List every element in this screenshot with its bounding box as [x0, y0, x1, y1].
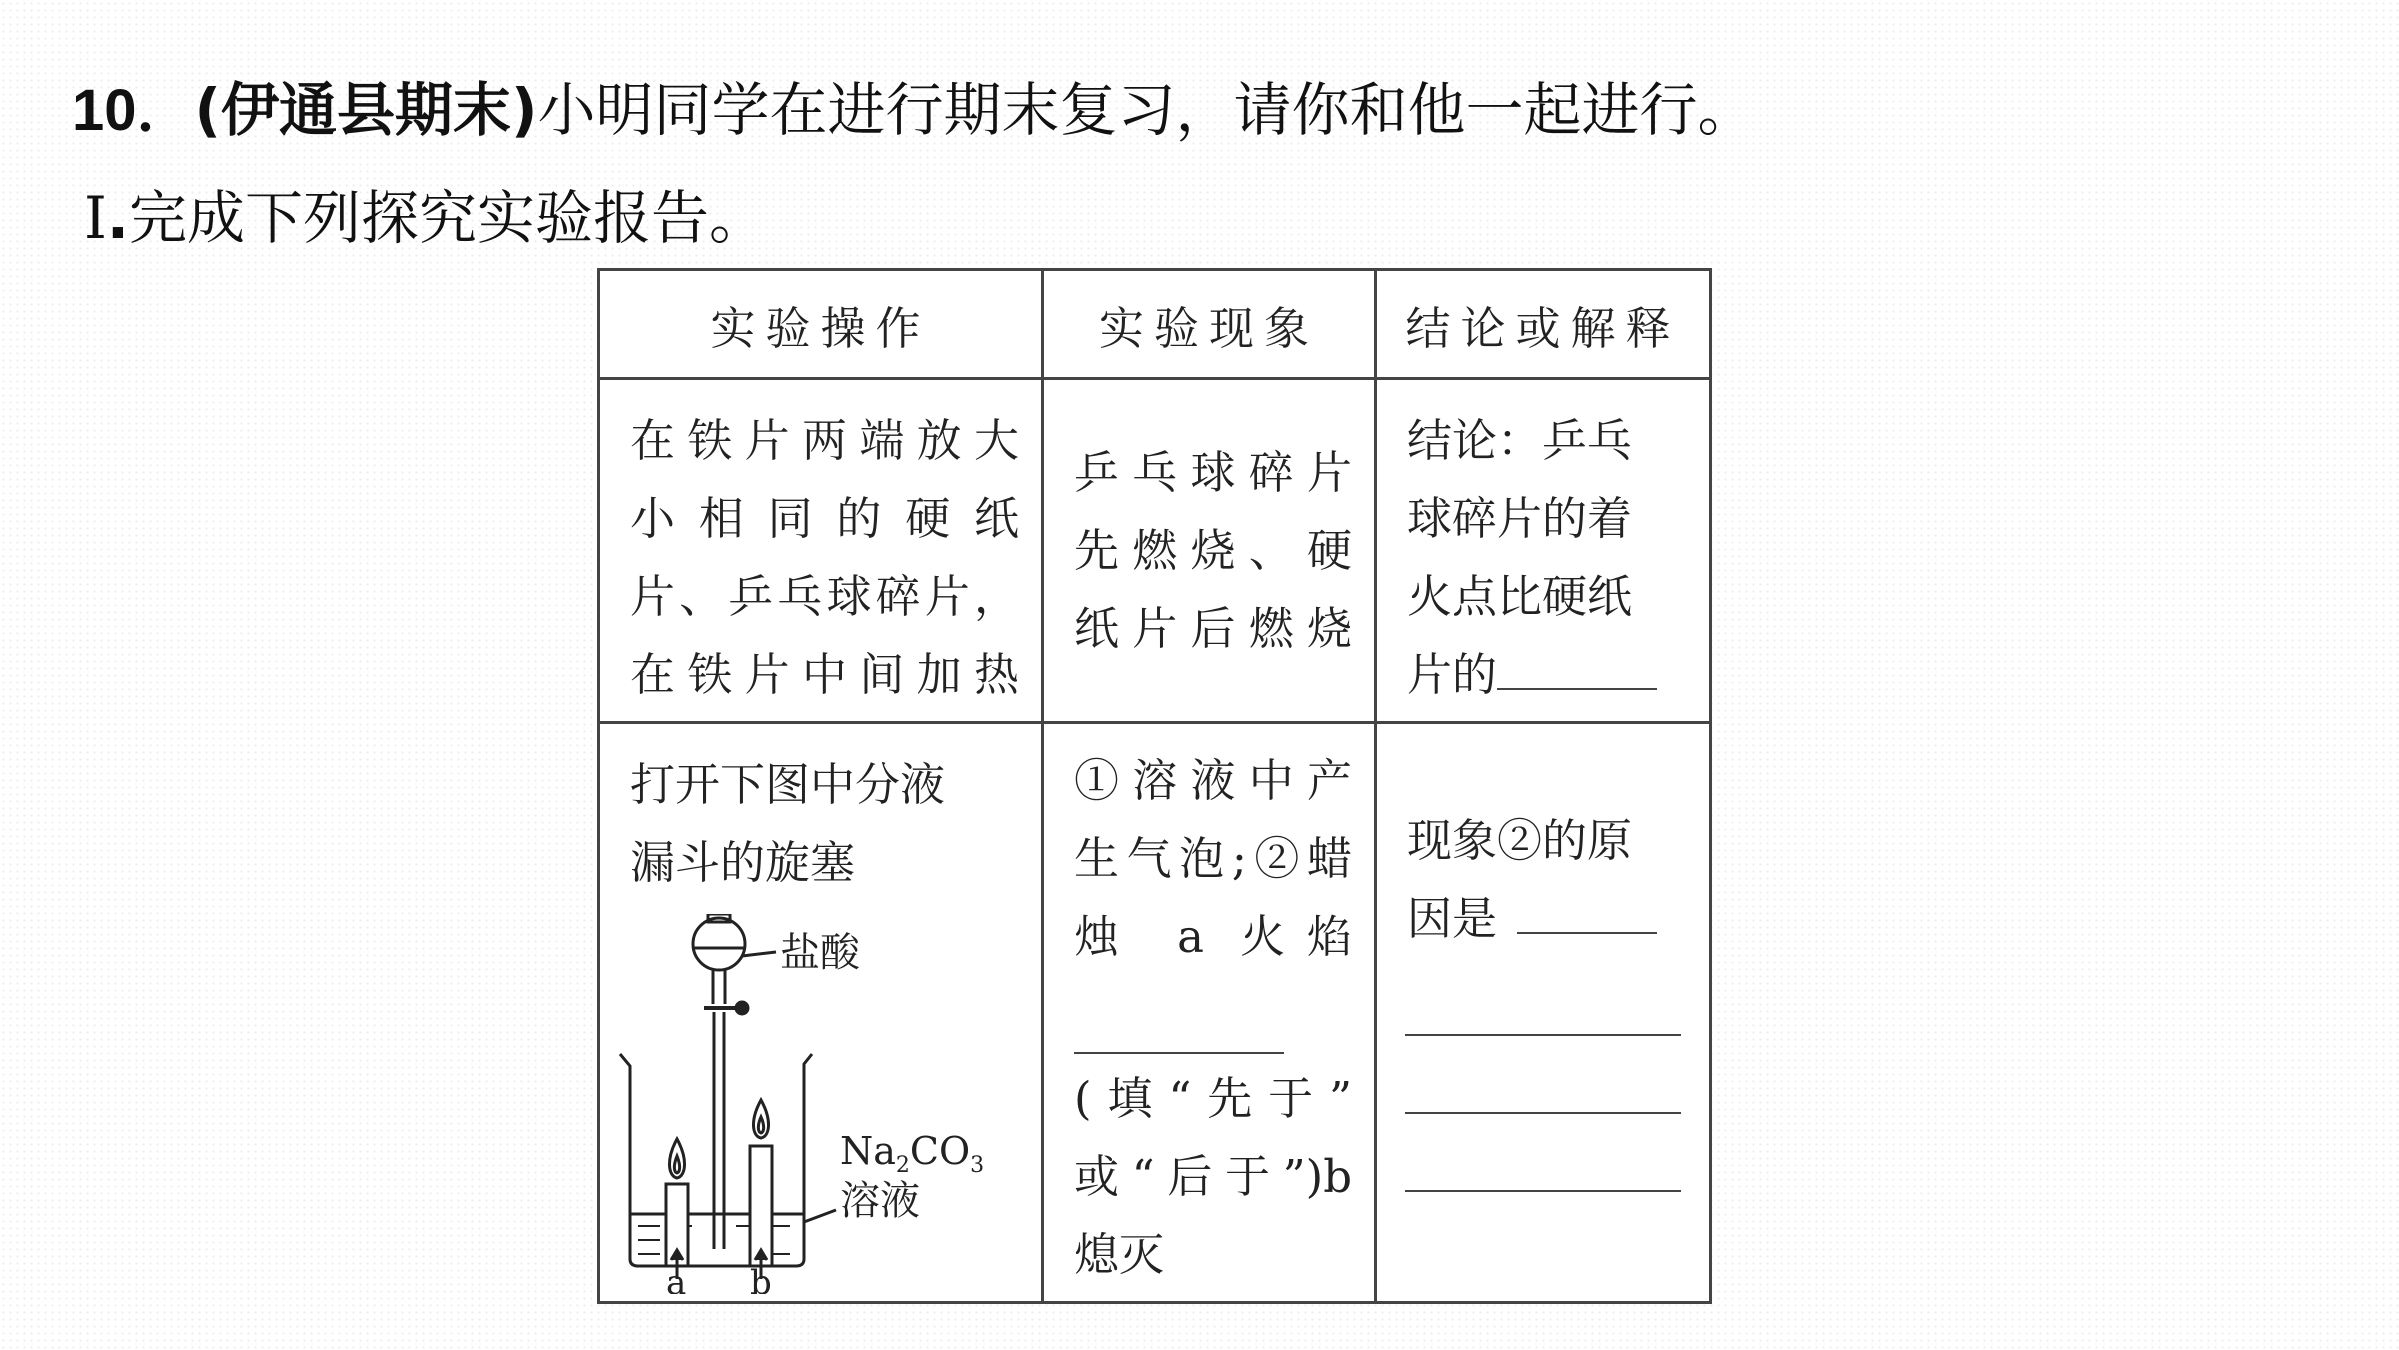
label-hydrochloric-acid: 盐酸: [780, 930, 860, 976]
part-dot: .: [106, 184, 129, 252]
apparatus-diagram: [600, 914, 1020, 1294]
row1-operation-line: 在铁片两端放大: [630, 414, 1019, 467]
row2-phenomenon-line: 熄灭: [1074, 1228, 1165, 1281]
row2-operation-cell: [599, 723, 1043, 1303]
label-sodium-carbonate: $Na_2CO_3$: [840, 1129, 985, 1178]
row1-conclusion-line: 球碎片的着: [1407, 492, 1633, 545]
part-numeral: Ⅰ: [84, 184, 107, 252]
answer-blank[interactable]: [1517, 932, 1657, 934]
row2-phenomenon-line: 生气泡;②蜡: [1074, 832, 1352, 885]
row2-phenomenon-cell: [1043, 723, 1376, 1303]
question-number: 10．: [72, 78, 195, 143]
answer-blank[interactable]: [1405, 1114, 1681, 1192]
answer-blank[interactable]: [1405, 958, 1681, 1036]
row1-operation-line: 小相同的硬纸: [630, 492, 1019, 545]
question-source: (伊通县期末): [194, 76, 538, 144]
answer-blank[interactable]: [1497, 688, 1657, 690]
row1-conclusion-line: 片的: [1407, 648, 1498, 701]
label-solution: 溶液: [840, 1178, 920, 1224]
header-row: [599, 270, 1711, 379]
header-phenomenon: 实验现象: [1043, 270, 1376, 379]
row-gas-experiment: [599, 723, 1711, 1303]
question-line: [72, 70, 1756, 151]
row2-phenomenon-line: ①溶液中产: [1074, 754, 1352, 807]
label-candle-b: b: [750, 1263, 772, 1294]
row2-phenomenon-line: 或“后于”)b: [1074, 1150, 1352, 1203]
row1-conclusion-line: 结论：乒乓: [1407, 414, 1633, 467]
answer-blank[interactable]: [1405, 1036, 1681, 1114]
row1-phenomenon-line: 先燃烧、硬: [1074, 523, 1352, 577]
header-operation: 实验操作: [599, 270, 1043, 379]
header-conclusion: 结论或解释: [1376, 270, 1711, 379]
row1-conclusion-line: 火点比硬纸: [1407, 570, 1633, 623]
row-ignition-point: [599, 379, 1711, 723]
part-text: 完成下列探究实验报告。: [128, 184, 767, 252]
row2-conclusion-line: 现象②的原: [1407, 814, 1633, 867]
row1-phenomenon-line: 纸片后燃烧: [1074, 601, 1352, 655]
row1-operation-line: 片、乒乓球碎片，: [630, 570, 1019, 623]
row2-conclusion-line: 因是: [1407, 892, 1498, 945]
answer-blank[interactable]: [1074, 976, 1284, 1054]
row2-conclusion-cell: [1376, 723, 1711, 1303]
row1-phenomenon-line: 乒乓球碎片: [1074, 445, 1352, 499]
row1-phenomenon-cell: [1043, 379, 1376, 723]
experiment-report-table: [597, 268, 1712, 1304]
row1-operation-line: 在铁片中间加热: [630, 648, 1019, 701]
funnel-bulb: [693, 918, 745, 970]
label-candle-a: a: [666, 1263, 687, 1294]
beaker: [620, 1054, 812, 1266]
question-text: 小明同学在进行期末复习，请你和他一起进行。: [537, 76, 1756, 144]
row1-operation-cell: [599, 379, 1043, 723]
row2-operation-line: 漏斗的旋塞: [630, 836, 856, 889]
row2-phenomenon-line: (填“先于”: [1074, 1072, 1352, 1125]
part-heading: [84, 178, 767, 258]
row2-phenomenon-line: 烛 a 火焰: [1074, 910, 1352, 963]
row2-operation-line: 打开下图中分液: [630, 758, 946, 811]
row1-conclusion-cell: [1376, 379, 1711, 723]
